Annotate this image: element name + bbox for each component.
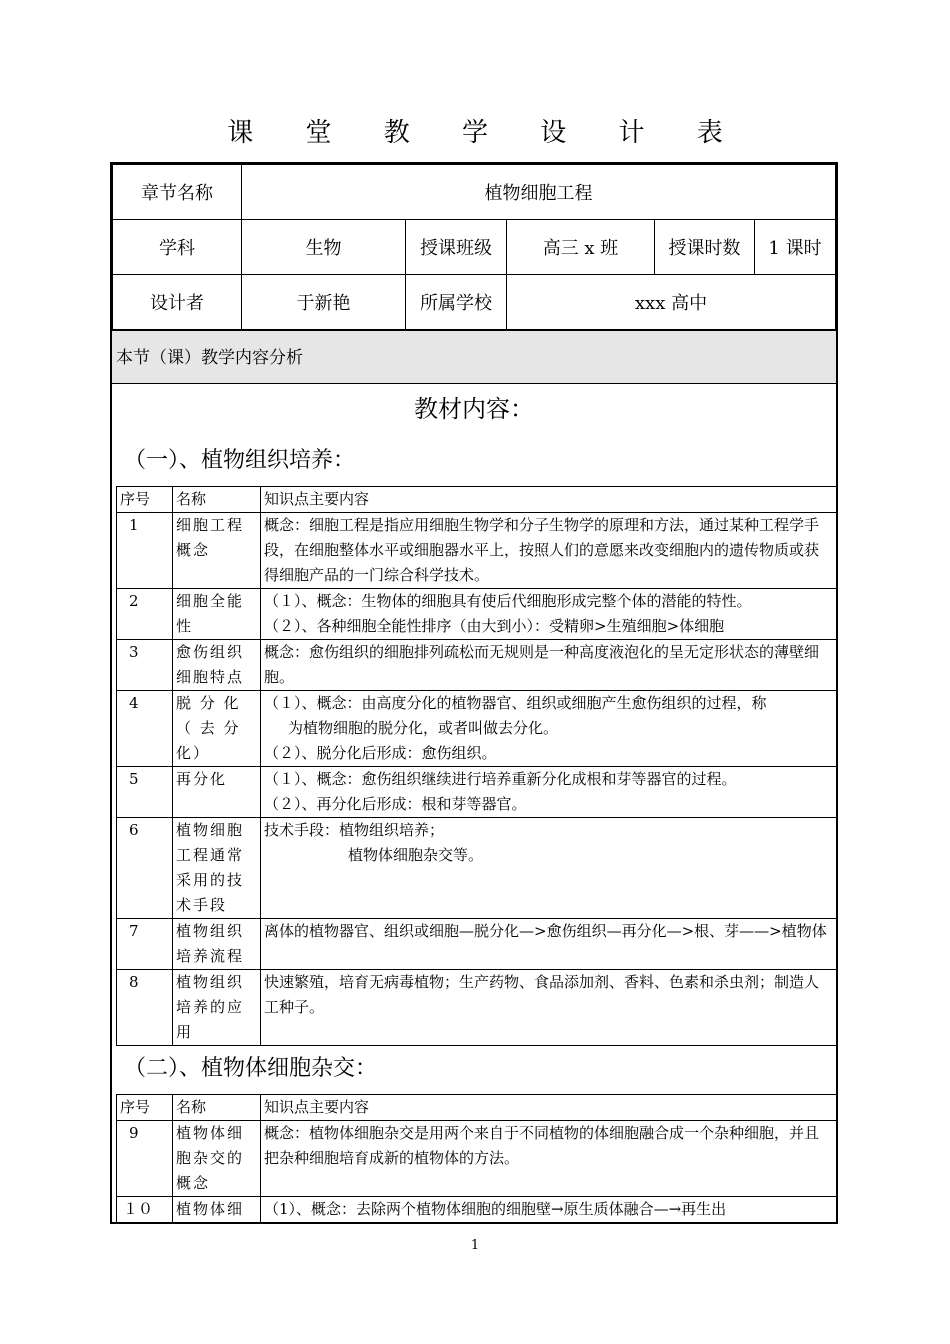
col-header-name: 名称 <box>173 487 261 513</box>
analysis-label: 本节（课）教学内容分析 <box>112 330 836 384</box>
content-line: （１）、概念：愈伤组织继续进行培养重新分化成根和芽等器官的过程。 <box>264 770 737 788</box>
row-num: 1 <box>117 513 173 589</box>
row-num: 3 <box>117 640 173 691</box>
page-title: 课 堂 教 学 设 计 表 <box>227 118 745 148</box>
table-row <box>117 589 837 640</box>
row-num: 6 <box>117 818 173 919</box>
row-name: 植物组织培养流程 <box>173 919 261 970</box>
col-header-content: 知识点主要内容 <box>261 487 837 513</box>
table-row <box>117 691 837 767</box>
content-line: （１）、概念：生物体的细胞具有使后代细胞形成完整个体的潜能的特性。 <box>264 592 752 610</box>
subject-label: 学科 <box>113 220 242 275</box>
row-content <box>261 1197 837 1223</box>
content-line: （２）、再分化后形成：根和芽等器官。 <box>264 795 527 813</box>
row-num: 4 <box>117 691 173 767</box>
table-row <box>117 818 837 919</box>
subject-value: 生物 <box>242 220 406 275</box>
section2-heading: （二）、植物体细胞杂交： <box>124 1056 378 1081</box>
row-num: 8 <box>117 970 173 1046</box>
school-label: 所属学校 <box>406 275 507 330</box>
design-form <box>110 162 838 1224</box>
content-line: 概念：愈伤组织的细胞排列疏松而无规则是一种高度液泡化的呈无定形状态的薄壁细胞。 <box>264 643 820 686</box>
col-header-num: 序号 <box>117 487 173 513</box>
row-name: 脱 分 化（ 去 分化） <box>173 691 261 767</box>
table-row <box>117 970 837 1046</box>
content-line: 技术手段：植物组织培养； <box>264 821 445 839</box>
row-name: 再分化 <box>173 767 261 818</box>
content-line: （1）、概念：去除两个植物体细胞的细胞壁→原生质体融合—→再生出 <box>264 1200 727 1218</box>
content-line: （２）、脱分化后形成：愈伤组织。 <box>264 744 497 762</box>
row-content <box>261 818 837 919</box>
col-header-num: 序号 <box>117 1095 173 1121</box>
row-content <box>261 691 837 767</box>
hours-value: 1 课时 <box>755 220 836 275</box>
row-name: 植物体细胞杂交的概念 <box>173 1121 261 1197</box>
content-line: 快速繁殖，培育无病毒植物；生产药物、食品添加剂、香料、色素和杀虫剂；制造人工种子。 <box>264 973 820 1016</box>
row-name: 愈伤组织细胞特点 <box>173 640 261 691</box>
table-row <box>117 919 837 970</box>
content-heading: 教材内容： <box>414 395 534 423</box>
row-content <box>261 589 837 640</box>
table-header-row <box>117 487 837 513</box>
row-num: 9 <box>117 1121 173 1197</box>
row-name: 植物体细 <box>173 1197 261 1223</box>
designer-value: 于新艳 <box>242 275 406 330</box>
content-line: 概念：细胞工程是指应用细胞生物学和分子生物学的原理和方法，通过某种工程学手段，在细胞整体水平或细胞器水平上，按照人们的意愿来改变细胞内的遗传物质或获得细胞产品的一门综合科学技术。 <box>264 516 820 584</box>
row-content <box>261 640 837 691</box>
table-row <box>117 767 837 818</box>
row-content <box>261 767 837 818</box>
col-header-name: 名称 <box>173 1095 261 1121</box>
hours-label: 授课时数 <box>655 220 755 275</box>
page-number: 1 <box>470 1238 480 1253</box>
content-line: （２）、各种细胞全能性排序（由大到小）：受精卵>生殖细胞>体细胞 <box>264 617 725 635</box>
class-label: 授课班级 <box>406 220 507 275</box>
row-content <box>261 919 837 970</box>
class-value: 高三 x 班 <box>507 220 655 275</box>
section1-table <box>116 486 837 1046</box>
row-num: 7 <box>117 919 173 970</box>
table-header-row <box>117 1095 837 1121</box>
table-row <box>117 1121 837 1197</box>
school-value: xxx 高中 <box>507 275 836 330</box>
row-name: 植物组织培养的应用 <box>173 970 261 1046</box>
content-line: （１）、概念：由高度分化的植物器官、组织或细胞产生愈伤组织的过程，称 <box>264 694 767 712</box>
row-name: 细胞工程概念 <box>173 513 261 589</box>
row-num: 5 <box>117 767 173 818</box>
section1-heading: （一）、植物组织培养： <box>124 448 356 473</box>
table-row <box>117 513 837 589</box>
table-row <box>117 640 837 691</box>
section2-table <box>116 1094 837 1223</box>
designer-label: 设计者 <box>113 275 242 330</box>
chapter-label: 章节名称 <box>113 165 242 220</box>
content-line: 植物体细胞杂交等。 <box>348 846 484 864</box>
chapter-value: 植物细胞工程 <box>242 165 836 220</box>
row-content <box>261 513 837 589</box>
content-line: 离体的植物器官、组织或细胞—脱分化—>愈伤组织—再分化—>根、芽——>植物体 <box>264 922 827 940</box>
row-content <box>261 1121 837 1197</box>
info-table <box>112 164 836 330</box>
row-num: 2 <box>117 589 173 640</box>
content-line: 为植物细胞的脱分化，或者叫做去分化。 <box>288 719 559 737</box>
table-row <box>117 1197 837 1223</box>
col-header-content: 知识点主要内容 <box>261 1095 837 1121</box>
row-content <box>261 970 837 1046</box>
row-name: 植物细胞工程通常采用的技术手段 <box>173 818 261 919</box>
content-line: 概念：植物体细胞杂交是用两个来自于不同植物的体细胞融合成一个杂种细胞，并且把杂种细胞培育成新的植物体的方法。 <box>264 1124 820 1167</box>
row-name: 细胞全能性 <box>173 589 261 640</box>
row-num: １０ <box>117 1197 173 1223</box>
